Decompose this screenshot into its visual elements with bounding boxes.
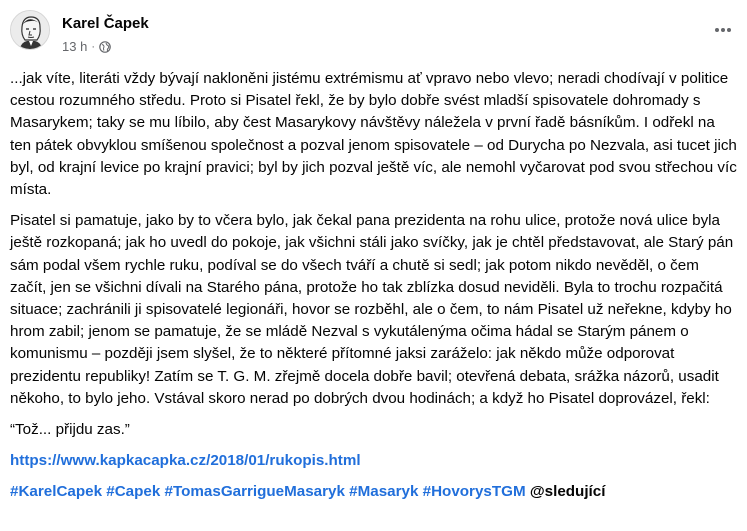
post-paragraph: Pisatel si pamatuje, jako by to včera bylo, jak čekal pana prezidenta na rohu ulice, protože nová ulice byla ještě rozkopaná; jak ho uvedl do pokoje, jak všichni stáli jako svíčky, jak je chtěl představovat, ale Starý pán sám podal všem rychle ruku, podíval se do všech tváří a chutě si sedl; jak potom nikdo nevěděl, o čem začít, jen se všichni dívali na Starého pána, protože ho tak zblízka dosud neviděli. Byla to trochu rozpačitá situace; zachránili ji spisovatelé legionáři, hovor se rozběhl, ale o čem, to nám Pisatel už neřekne, kdyby ho hrom zabil; jenom se pamatuje, že se mládě Nezval s vykutálenýma očima hádal se Starým pánem o komunismu – později jsem slyšel, že to některé přítomné jaksi zaráželo: jak někdo může odporovat prezidentu republiky! Zatím se T. G. M. zřejmě docela dobře bavil; otevřená debata, srážka názorů, usadit někoho, to bylo jeho. Vstával skoro nerad po dobrých dvou hodinách; a když ho Pisatel doprovázel, řekl: bbox=[10, 212, 734, 407]
hashtag-karelcapek[interactable]: #KarelCapek bbox=[10, 483, 103, 501]
globe-icon[interactable] bbox=[99, 41, 111, 53]
more-options-button[interactable] bbox=[711, 18, 735, 42]
post-paragraph: ...jak víte, literáti vždy bývají nakloněni jistému extrémismu ať vpravo nebo vlevo; neradi chodívají v politice cestou rozumného středu. Proto si Pisatel řekl, že by bylo dobře svést mladší spisovatele dohromady s Masarykem; taky se mu líbilo, aby čest Masarykovy návštěvy náležela v první řadě básníkům. I odřekl na ten pátek obvyklou smíšenou společnost a pozval jenom spisovatele – od Durycha po Nezvala, asi tucet jich byl, od krajní levice po krajní pravici; byl by jich pozval ještě víc, ale nemohl vyčarovat pod svou střechou víc místa. bbox=[10, 70, 737, 199]
post-body bbox=[10, 68, 738, 513]
avatar[interactable] bbox=[10, 10, 50, 50]
separator: · bbox=[91, 40, 95, 53]
author-name[interactable]: Karel Čapek bbox=[62, 15, 149, 32]
hashtag-hovorystgm[interactable]: #HovorysTGM bbox=[422, 483, 526, 501]
post-quote: “Tož... přijdu zas.” bbox=[10, 421, 130, 439]
post-time[interactable]: 13 h bbox=[62, 39, 88, 54]
post-header bbox=[10, 10, 737, 60]
hashtag-tomasgarriguemasaryk[interactable]: #TomasGarrigueMasaryk bbox=[164, 483, 345, 501]
hashtag-list bbox=[10, 481, 738, 503]
more-horizontal-icon bbox=[714, 27, 732, 33]
post-link[interactable]: https://www.kapkacapka.cz/2018/01/rukopis.html bbox=[10, 452, 361, 470]
post-meta bbox=[62, 39, 111, 54]
hashtag-capek[interactable]: #Capek bbox=[106, 483, 161, 501]
portrait-icon bbox=[11, 11, 50, 50]
hashtag-masaryk[interactable]: #Masaryk bbox=[349, 483, 419, 501]
mention-followers[interactable]: @sledující bbox=[529, 483, 606, 501]
